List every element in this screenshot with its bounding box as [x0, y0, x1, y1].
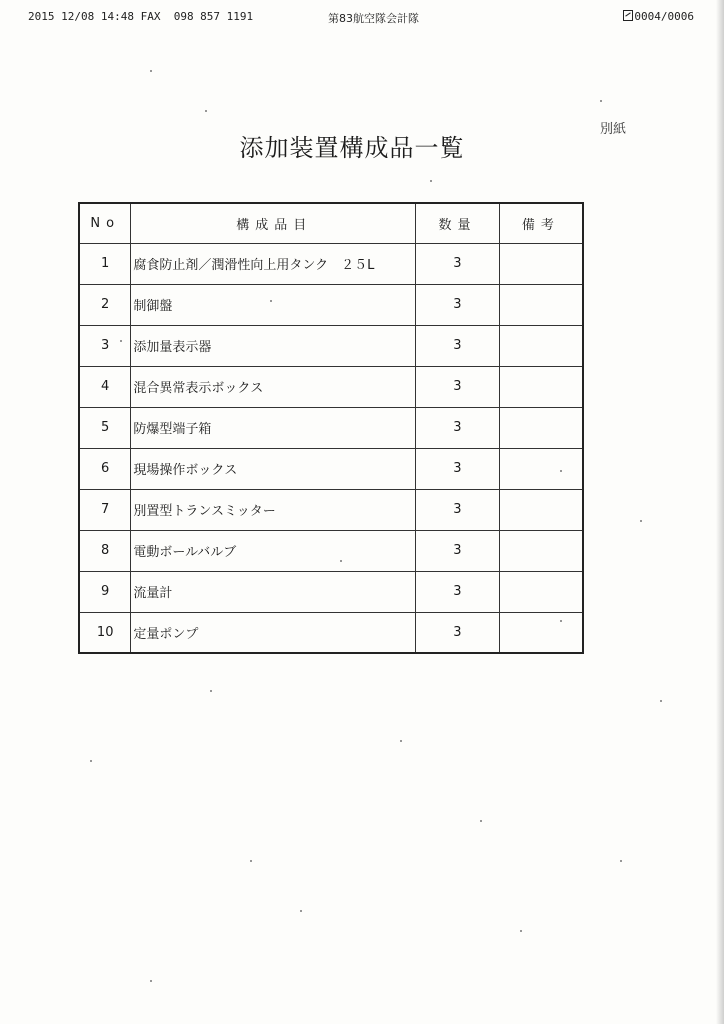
- row-no: 10: [79, 612, 131, 653]
- scan-speck: [520, 930, 522, 932]
- row-item: 別置型トランスミッター: [131, 489, 416, 530]
- row-notes: [499, 243, 583, 284]
- scan-speck: [660, 700, 662, 702]
- scan-speck: [210, 690, 212, 692]
- row-item: 腐食防止剤／潤滑性向上用タンク ２５L: [131, 243, 416, 284]
- row-item: 混合異常表示ボックス: [131, 366, 416, 407]
- table-header-row: [79, 203, 583, 243]
- row-item: 電動ボールバルブ: [131, 530, 416, 571]
- table-row: [79, 366, 583, 407]
- scan-speck: [620, 860, 622, 862]
- row-no: 1: [79, 243, 131, 284]
- scan-speck: [150, 70, 152, 72]
- row-quantity: 3: [416, 530, 500, 571]
- table-row: [79, 407, 583, 448]
- row-quantity: 3: [416, 571, 500, 612]
- table-row: [79, 325, 583, 366]
- row-item: 防爆型端子箱: [131, 407, 416, 448]
- header-no: No: [79, 203, 131, 243]
- table-row: [79, 284, 583, 325]
- scan-speck: [120, 340, 122, 342]
- scan-speck: [340, 560, 342, 562]
- table-row: [79, 571, 583, 612]
- table-row: [79, 489, 583, 530]
- page-title: 添加装置構成品一覧: [239, 134, 465, 162]
- fax-sent-info: 2015 12/08 14:48 FAX 098 857 1191: [28, 10, 254, 23]
- row-no: 4: [79, 366, 131, 407]
- scan-speck: [430, 180, 432, 182]
- row-quantity: 3: [416, 489, 500, 530]
- row-notes: [499, 571, 583, 612]
- row-quantity: 3: [416, 612, 500, 653]
- row-notes: [499, 612, 583, 653]
- scan-speck: [400, 740, 402, 742]
- row-notes: [499, 366, 583, 407]
- scan-speck: [205, 110, 207, 112]
- scan-speck: [250, 860, 252, 862]
- table-row: [79, 448, 583, 489]
- row-notes: [499, 325, 583, 366]
- scan-edge-shadow: [716, 0, 724, 1024]
- row-quantity: 3: [416, 284, 500, 325]
- row-quantity: 3: [416, 448, 500, 489]
- page-icon: [623, 10, 633, 21]
- scan-speck: [600, 100, 602, 102]
- scan-speck: [270, 300, 272, 302]
- header-quantity: 数量: [416, 203, 500, 243]
- scan-speck: [300, 910, 302, 912]
- table-row: [79, 612, 583, 653]
- row-no: 7: [79, 489, 131, 530]
- scan-speck: [640, 520, 642, 522]
- table-row: [79, 243, 583, 284]
- fax-header: [28, 10, 694, 26]
- scan-speck: [560, 470, 562, 472]
- row-item: 現場操作ボックス: [131, 448, 416, 489]
- row-item: 添加量表示器: [131, 325, 416, 366]
- row-quantity: 3: [416, 243, 500, 284]
- row-no: 8: [79, 530, 131, 571]
- row-quantity: 3: [416, 325, 500, 366]
- row-item: 制御盤: [131, 284, 416, 325]
- fax-page-number: 0004/0006: [634, 10, 694, 23]
- row-notes: [499, 284, 583, 325]
- row-no: 9: [79, 571, 131, 612]
- row-no: 2: [79, 284, 131, 325]
- row-notes: [499, 489, 583, 530]
- row-item: 流量計: [131, 571, 416, 612]
- scan-speck: [480, 820, 482, 822]
- table-body: [79, 243, 583, 653]
- scan-speck: [150, 980, 152, 982]
- fax-sender: 第83航空隊会計隊: [328, 12, 419, 25]
- row-quantity: 3: [416, 407, 500, 448]
- row-no: 6: [79, 448, 131, 489]
- table-row: [79, 530, 583, 571]
- scan-speck: [90, 760, 92, 762]
- fax-page-indicator: [623, 10, 694, 23]
- row-notes: [499, 407, 583, 448]
- header-item: 構成品目: [131, 203, 416, 243]
- row-notes: [499, 530, 583, 571]
- scan-speck: [560, 620, 562, 622]
- header-notes: 備考: [499, 203, 583, 243]
- row-notes: [499, 448, 583, 489]
- components-table: [78, 202, 584, 654]
- row-no: 3: [79, 325, 131, 366]
- row-quantity: 3: [416, 366, 500, 407]
- row-item: 定量ポンプ: [131, 612, 416, 653]
- attachment-label: 別紙: [600, 122, 627, 137]
- row-no: 5: [79, 407, 131, 448]
